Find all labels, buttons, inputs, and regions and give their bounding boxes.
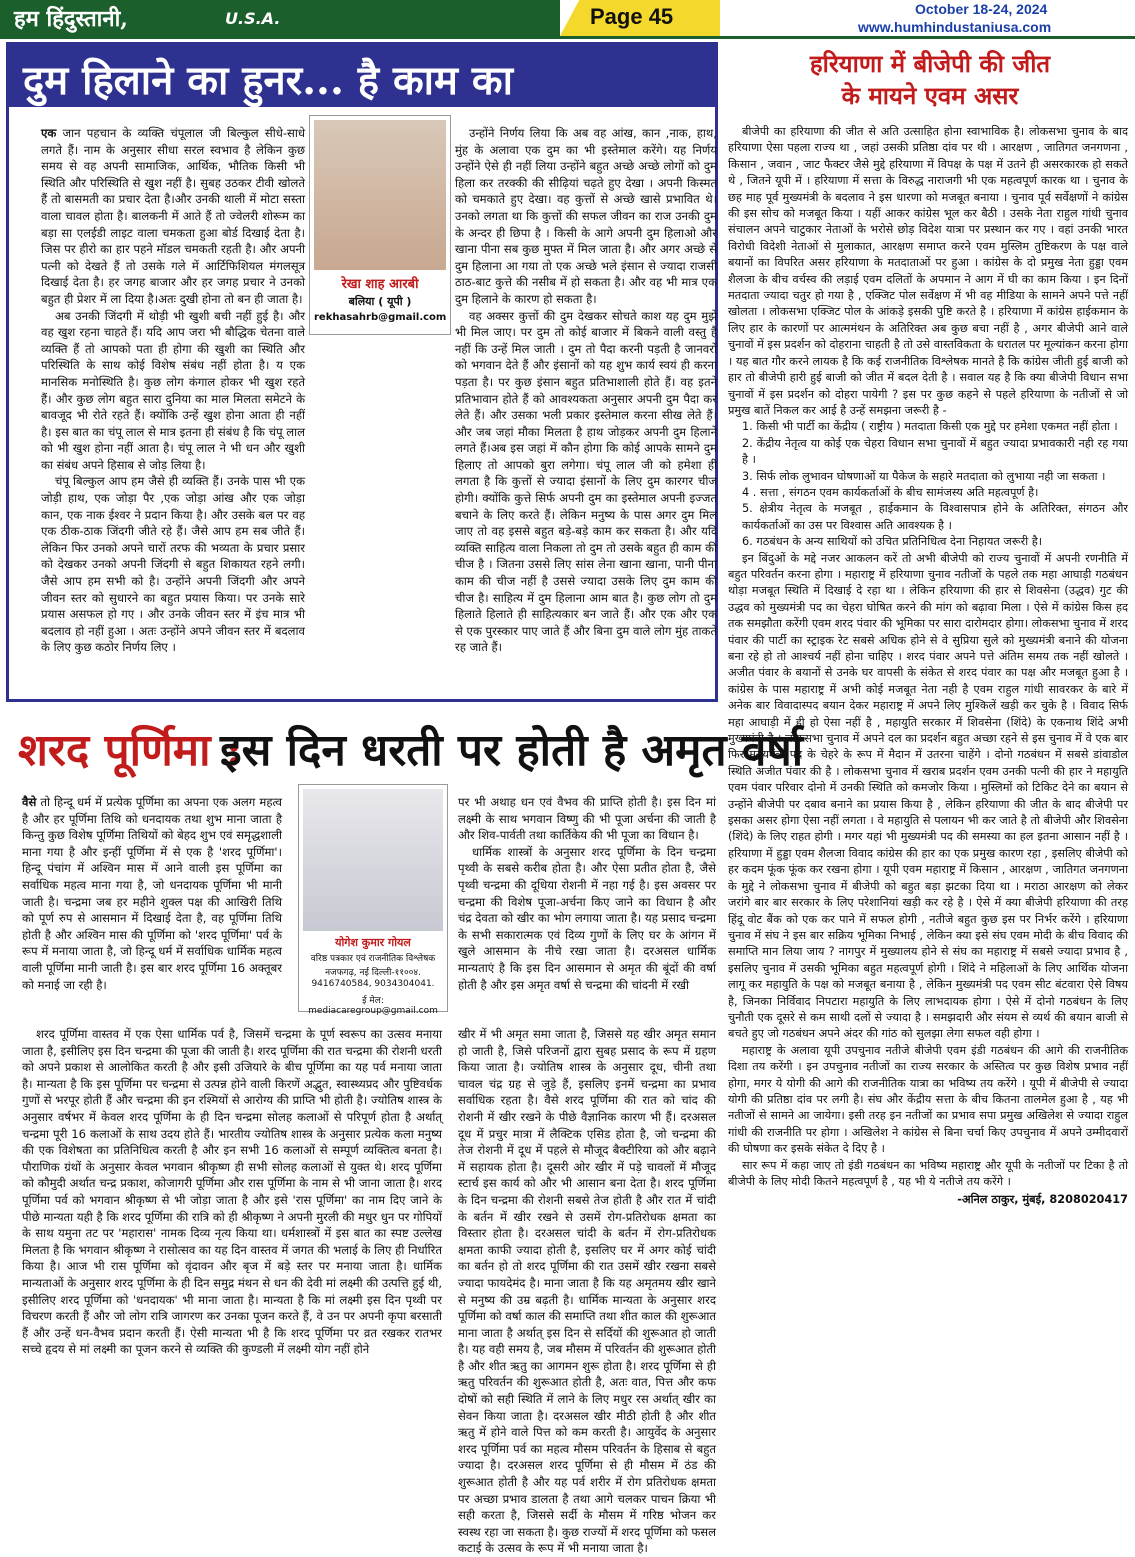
article-column-3	[22, 1026, 442, 1532]
author-photo	[303, 789, 443, 931]
drop-lead: वैसे	[22, 795, 37, 809]
list-item: 3. सिर्फ लोक लुभावन घोषणाओं या पैकेज के सहारे मतदाता को लुभाया नही जा सकता ।	[742, 469, 1106, 483]
drop-lead: एक	[41, 126, 57, 140]
author-photo-box	[298, 784, 448, 1016]
list-item: 6. गठबंधन के अन्य साथियों को उचित प्रतिनिधित्व देना निहायत जरूरी है।	[742, 535, 1043, 549]
author-email: rekhasahrb@gmail.com	[314, 312, 447, 323]
author-photo-box	[309, 115, 451, 335]
article-sharad-purnima	[0, 704, 804, 1556]
article-headline-bar	[9, 45, 715, 107]
article-byline: -अनिल ठाकुर, मुंबई, 8208020417	[957, 1193, 1128, 1207]
article-headline	[0, 704, 804, 786]
headline-line-1: हरियाणा में बीजेपी की जीत	[809, 49, 1051, 78]
newspaper-edition: U.S.A.	[225, 9, 281, 28]
article-body	[728, 124, 1128, 1524]
author-name: रेखा शाह आरबी	[341, 277, 419, 292]
article-tail-wagging	[6, 42, 718, 702]
paragraph: उन्होंने निर्णय लिया कि अब वह आंख, कान ,नाक, हाथ, मुंह के अलावा एक दुम का भी इस्तेमाल करेंगे। यह निर्णय उन्होंने ऐसे ही नहीं लिया उन्होंने बहुत अच्छे अच्छे लोगों को दुम हिला कर तरक्की की सीढ़ियां चढ़ते हुए देखा । अपनी किस्मत को चमकाते हुए देखा। वह कुत्तों से अच्छे खासे प्रभावित थे। उनको लगता था कि कुत्तों की सफल जीवन का राज उनकी दुम के अन्दर ही छिपा है । किसी के आगे अपनी दुम हिलाओ और खाना पीना सब कुछ मुफ्त में मिल जाता है। और अगर अच्छे से दुम हिलाना आ गया तो एक अच्छे भले इंसान से ज्यादा राजसी ठाठ-बाट कुत्ते की नसीब में हो सकता है। और वह भी मात्र एक दुम हिलाने के कारण हो सकता है।	[455, 126, 717, 306]
paragraph: महाराष्ट्र के अलावा यूपी उपचुनाव नतीजे बीजेपी एवम इंडी गठबंधन की आगे की राजनीतिक दिशा तय करेंगी । इन उपचुनाव नतीजों का राज्य सरकार के अस्तित्व पर कुछ विशेष प्रभाव नहीं होगा, मगर ये योगी की आगे की राजनीतिक यात्रा का भविष्य तय करेंगे । यूपी में बीजेपी से ज्यादा योगी की प्रतिष्ठा दांव पर लगी है। संघ और केंद्रीय सत्ता के बीच कितना तालमेल हुआ है , यह भी नतीजों से सामने आ जायेगा। इसी तरह इन नतीजों का प्रभाव सपा प्रमुख अखिलेश से ज्यादा राहुल गांधी की राजनीति पर होगा । अखिलेश ने कांग्रेस से बिना चर्चा किए उपचुनाव में अपने उम्मीदवारों की घोषणा कर इसके संकेत दे दिए है ।	[728, 1043, 1128, 1156]
paragraph: बीजेपी का हरियाणा की जीत से अति उत्साहित होना स्वाभाविक है। लोकसभा चुनाव के बाद हरियाणा ऐसा पहला राज्य था , जहां उसकी प्रतिष्ठा दांव पर थी । आरक्षण , जातिगत जनगणना , किसान , जवान , जाट फैक्टर जैसे मुद्दे हरियाणा में विपक्ष के पक्ष में उतने ही असरकारक हो सकते थे , जितने यूपी में । हरियाणा में सत्ता के विरुद्ध नाराजगी भी एक महत्वपूर्ण कारक था । चुनाव के छह माह पूर्व मुख्यमंत्री के बदलाव ने इस धारणा को मजबूत बनाया । चुनाव पूर्व सर्वेक्षणों ने कांग्रेस की इस सोच को मजबूत किया । यहीं आकर कांग्रेस भूल कर बैठी । उसके नेता राहुल गांधी चुनाव संचालन अपने चाटुकार नेताओं के भरोसे छोड़ विदेश यात्रा पर प्रस्थान कर गए । वहां उनकी भारत विरोधी विदेशी नेताओं से मुलाकात, आरक्षण समाप्त करने एवम मुस्लिम तुष्टिकरण के पक्ष वाले बयानों का विपरित असर हरियाणा के मतदाताओं पर हुआ । कांग्रेस के दो प्रमुख नेता हुड्डा एवम शैलजा के बीच वर्चस्व की लड़ाई एवम दलितों के अपमान ने आग में घी का काम किया । इन दिनों मतदाता ज्यादा चतुर हो गया है , एक्जिट पोल सर्वेक्षण में भी वह मीडिया के सामने अपने पत्ते नहीं खोलता । लोकसभा एक्जिट पोल के आंकड़े इसकी पुष्टि करते है । हरियाणा में कांग्रेस हाईकमान के लिए हार के कारणों पर आत्ममंथन के अतिरिक्त अब कुछ बचा नहीं है , अगर बीजेपी आने वाले चुनावों में इस प्रदर्शन को दोहराना चाहती है तो उसे वास्तविकता के धरातल पर मूल्यांकन करना होगा । यह बात गौर करने लायक है कि कई राजनीतिक विश्लेषक मानते है कि कांग्रेस जीती हुई बाजी को हार तो बीजेपी हारी हुई बाजी को जीत में बदल देती है । सवाल यह है कि क्या बीजेपी विधान सभा चुनावों में इस प्रदर्शन को दोहरा पायेगी ? इस पर कुछ कहने से पहले हरियाणा के नतीजों से जो प्रमुख बातें निकल कर आई है उन्हें समझना जरूरी है -	[728, 125, 1128, 417]
author-photo	[314, 120, 446, 270]
headline-line-2: के मायने एवम असर	[841, 81, 1019, 110]
list-item: 4 . सत्ता , संगठन एवम कार्यकर्ताओं के बीच सामंजस्य अति महत्वपूर्ण है।	[742, 485, 1039, 499]
headline-accent: शरद पूर्णिमा :	[18, 725, 243, 776]
author-address: नजफगढ़, नई दिल्ली-११००४.	[325, 968, 421, 978]
article-headline	[730, 48, 1130, 126]
paragraph-text: तो हिन्दू धर्म में प्रत्येक पूर्णिमा का अपना एक अलग महत्व है और हर पूर्णिमा तिथि को धनदायक तथा शुभ माना जाता है किन्तु कुछ विशेष पूर्णिमा तिथियों को बेहद शुभ एवं समृद्धशाली माना गया है और इन्हीं पूर्णिमा में से एक है 'शरद पूर्णिमा'। हिन्दू पंचांग में अश्विन मास में आने वाली इस पूर्णिमा का सर्वाधिक महत्व माना गया है, जो धनदायक पूर्णिमा भी मानी जाती है। चन्द्रमा जब हर महीने शुक्ल पक्ष की आखिरी तिथि को पूर्ण रुप से आसमान में दिखाई देता है, वह पूर्णिमा तिथि होती है और अश्विन मास की पूर्णिमा को 'शरद पूर्णिमा' पर्व के रूप में मनाया जाता है, जो हिन्दू धर्म में सर्वाधिक धार्मिक महत्व वाली पूर्णिमा मानी जाती है। इस बार शरद पूर्णिमा 16 अक्तूबर को मनाई जा रही है।	[22, 795, 282, 992]
list-item: 1. किसी भी पार्टी का केंद्रीय ( राष्ट्रीय ) मतदाता किसी एक मुद्दे पर हमेशा एकमत नहीं होता ।	[742, 420, 1118, 434]
article-column-2	[455, 125, 717, 700]
author-city: बलिया ( यूपी )	[348, 295, 412, 308]
list-item: 2. केंद्रीय नेतृत्व या कोई एक चेहरा विधान सभा चुनावों में बहुत ज्यादा प्रभावकारी नही रह गया है ।	[742, 436, 1128, 467]
paragraph: शरद पूर्णिमा वास्तव में एक ऐसा धार्मिक पर्व है, जिसमें चन्द्रमा के पूर्ण स्वरूप का उत्सव मनाया जाता है, इसीलिए इस दिन चन्द्रमा की पूजा की जाती है। शरद पूर्णिमा की रात चन्द्रमा की रोशनी धरती को अपने प्रकाश से आलोकित करती है और इसी उजियारे के बीच पूर्णिमा का यह पर्व मनाया जाता है। मान्यता है कि इस पूर्णिमा पर चन्द्रमा से उत्पन्न होने वाली किरणें अद्भुत, स्वास्थ्यप्रद और पुष्टिवर्धक गुणों से भरपूर होती हैं और चन्द्रमा की इन रश्मियों से आरोग्य की प्राप्ति भी होती है। ज्योतिष शास्त्र के अनुसार वर्षभर में केवल शरद पूर्णिमा के ही दिन चन्द्रमा सोलह कलाओं से परिपूर्ण होता है अर्थात् चन्द्रमा पूरी 16 कलाओं के साथ उदय होते हैं। भारतीय ज्योतिष शास्त्र के अनुसार प्रत्येक कला मनुष्य की एक विशेषता का प्रतिनिधित्व करती है और इन सभी 16 कलाओं से सम्पूर्ण व्यक्तित्व बनता है। पौराणिक ग्रंथों के अनुसार केवल भगवान श्रीकृष्ण ही सभी सोलह कलाओं से युक्त थे। शरद पूर्णिमा को कौमुदी अर्थात चन्द्र प्रकाश, कोजागरी पूर्णिमा और रास पूर्णिमा के नाम से भी जाना जाता है। शरद पूर्णिमा पर्व को भगवान श्रीकृष्ण से भी जोड़ा जाता है और इसे 'रास पूर्णिमा' का नाम दिए जाने के पीछे मान्यता यही है कि शरद पूर्णिमा की रात्रि को ही श्रीकृष्ण ने अपनी मुरली की मधुर धुन पर गोपियों के साथ यमुना तट पर 'महारास' नामक दिव्य नृत्य किया था। धर्मशास्त्रों में इस बात का स्पष्ट उल्लेख मिलता है कि भगवान श्रीकृष्ण ने रासोत्सव का यह दिन वास्तव में जगत की भलाई के लिए ही निर्धारित किया है। आज भी रास पूर्णिमा को वृंदावन और बृज में बड़े स्तर पर मनाया जाता है। धार्मिक मान्यताओं के अनुसार शरद पूर्णिमा के ही दिन समुद्र मंथन से धन की देवी मां लक्ष्मी की उत्पत्ति हुई थी, इसीलिए शरद पूर्णिमा को 'धनदायक' भी माना जाता है। मान्यता है कि मां लक्ष्मी इस दिन पृथ्वी पर विचरण करती हैं और जो लोग रात्रि जागरण कर उनका पूजन करते हैं, वे उन पर अपनी कृपा बरसाती हैं और उन्हें धन-वैभव प्रदान करती हैं। ऐसी मान्यता भी है कि शरद पूर्णिमा पर व्रत रखकर रातभर सच्चे हृदय से मां लक्ष्मी का पूजन करने से व्यक्ति की कुण्डली में लक्ष्मी योग नहीं होने	[22, 1027, 442, 1357]
paragraph-text: जान पहचान के व्यक्ति चंपूलाल जी बिल्कुल सीधे-साधे लगते हैं। नाम के अनुसार सीधा सरल स्वभाव है लेकिन कुछ समय से वह अपनी सामाजिक, आर्थिक, भौतिक किसी भी स्थिति और परिस्थिति से खुश नहीं है। सुबह उठकर टीवी खोलते हैं तो बासमती का प्रचार देता है।और उनकी थाली में मोटा सस्ता वाला चावल होता है। बालकनी में आते हैं तो ज्वेलरी शोरूम का बड़ा सा एलईडी लाइट वाला चमकता हुआ बोर्ड दिखाई देता है। जिस पर हीरो का हार पहने मॉडल चमकती रहती है। और अपनी पत्नी को देखते हैं तो उसके गले में आर्टिफिशियल मंगलसूत्र दिखाई देता है। हर जगह बाजार और हर जगह प्रचार ने उनको बहुत ही प्रेशर में ला दिया है।अतः दुखी होना तो बन ही जाता है।	[41, 126, 305, 306]
page-number: Page 45	[590, 4, 674, 29]
paragraph: खीर में भी अमृत समा जाता है, जिससे यह खीर अमृत समान हो जाती है, जिसे परिजनों द्वारा सुबह प्रसाद के रूप में ग्रहण किया जाता है। ज्योतिष शास्त्र के अनुसार दूध, चीनी तथा चावल चंद्र ग्रह से जुड़े हैं, इसलिए इनमें चन्द्रमा का प्रभाव सर्वाधिक रहता है। वैसे शरद पूर्णिमा की रात को चांद की रोशनी में खीर रखने के पीछे वैज्ञानिक कारण भी हैं। दरअसल दूध में प्रचुर मात्रा में लैक्टिक एसिड होता है, जो चन्द्रमा की तेज रोशनी में दूध में पहले से मौजूद बैक्टीरिया को और बढ़ाने में सहायक होता है। दूसरी ओर खीर में पड़े चावलों में मौजूद स्टार्च इस कार्य को और भी आसान बना देता है। शरद पूर्णिमा के दिन चन्द्रमा की रोशनी सबसे तेज होती है और रात में चांदी के बर्तन में खीर रखने से उसमें रोग-प्रतिरोधक क्षमता का विस्तार होता है। दरअसल चांदी के बर्तन में रोग-प्रतिरोधक क्षमता काफी ज्यादा होती है, इसलिए घर में अगर कोई चांदी का बर्तन हो तो शरद पूर्णिमा की रात उसमें खीर रखना सबसे ज्यादा फायदेमंद है। माना जाता है कि यह अमृतमय खीर खाने से मनुष्य की उम्र बढ़ती है। धार्मिक मान्यता के अनुसार शरद पूर्णिमा को वर्षा काल की समाप्ति तथा शीत काल की शुरूआत माना जाता है अर्थात् इस दिन से सर्दियों की शुरूआत हो जाती है। यह वही समय है, जब मौसम में परिवर्तन की शुरूआत होती है और शीत ऋतु का आगमन शुरू होता है। शरद पूर्णिमा से ही ऋतु परिवर्तन की शुरूआत होती है, अतः वात, पित्त और कफ दोषों को सही स्थिति में लाने के लिए मधुर रस अर्थात् खीर का सेवन किया जाता है। दरअसल खीर मीठी होती है और शीत ऋतु में होने वाले पित्त को कम करती है। आयुर्वेद के अनुसार शरद पूर्णिमा पर्व का महत्व मौसम परिवर्तन के हिसाब से बहुत ज्यादा है। दरअसल शरद पूर्णिमा से ही मौसम में ठंड की शुरूआत होती है और यह पर्व शरीर में रोग प्रतिरोधक क्षमता पर अच्छा प्रभाव डालता है तथा आगे चलकर पाचन क्रिया भी सही करता है, जिससे सर्दी के मौसम में गरिष्ठ भोजन कर स्वस्थ रहा जा सकता है। कुछ राज्यों में शरद पूर्णिमा को फसल कटाई के उत्सव के रूप में भी मनाया जाता है।	[458, 1027, 716, 1556]
article-haryana-bjp	[722, 42, 1135, 1534]
paragraph: चंपू बिल्कुल आप हम जैसे ही व्यक्ति हैं। उनके पास भी एक जोड़ी हाथ, एक जोड़ा पैर ,एक जोड़ा आंख और एक जोड़ा कान, एक नाक ईश्वर ने प्रदान किया है। और उसके बल पर वह एक ठीक-ठाक जिंदगी जीते रहे हैं। जैसे आप हम सब जीते हैं। लेकिन फिर उनको अपने चारों तरफ की भव्यता के प्रचार प्रसार को देखकर उनको अपनी जिंदगी से बहुत शिकायत रहने लगी। जैसे आप हम सभी को है। उन्होंने अपनी जिंदगी और अपने जीवन स्तर को सुधारने का बहुत प्रयास किया। पर उनके सारे प्रयास असफल हो गए । और उनके जीवन स्तर में इंच मात्र भी बदलाव हो नहीं हुआ । अतः उन्होंने अपने जीवन स्तर में बदलाव के लिए कुछ कठोर निर्णय लिए ।	[41, 474, 305, 655]
header-divider	[0, 36, 1135, 39]
paragraph	[41, 125, 305, 308]
paragraph: वह अक्सर कुत्तों की दुम देखकर सोचते काश यह दुम मुझे भी मिल जाए। पर दुम तो कोई बाजार में बिकने वाली वस्तु है नहीं कि उन्हें मिल जाती । दुम तो पैदा करनी पड़ती है जानवरों को भगवान देते हैं और इंसानों को यह शुभ कार्य स्वयं ही करना पड़ता है। पर कुछ इंसान बहुत प्रतिभाशाली होते हैं। वह इतने प्रतिभावान होते हैं को आवश्यकता अनुसार अपनी दुम पैदा कर लेते हैं। और उसका भली प्रकार इस्तेमाल करना सीख लेते हैं। और जब जहां मौका मिलता है हाथ जोड़कर अपनी दुम हिलाने लगते हैं।अब इस जहां में कौन होगा कि कोई आपके सामने दुम हिलाए तो आपको बुरा लगेगा। चंपू लाल जी को हमेशा ही लगता है कि कुत्तों से ज्यादा इंसानों के लिए दुम कारगर चीज होगी। क्योंकि कुत्ते सिर्फ अपनी दुम का इस्तेमाल अपनी इज्जत बचाने के लिए करते हैं। लेकिन मनुष्य के पास अगर दुम मिल जाए तो वह इससे बहुत बड़े-बड़े काम कर सकता है। और यदि व्यक्ति साहित्य वाला निकला तो दुम तो उसके बहुत ही काम की चीज है । जितना उससे लिए सांस लेना खाना खाना, पानी पीना काम की चीज नहीं है उससे ज्यादा उसके लिए दुम काम की चीज है। साहित्य में दुम हिलाना आम बात है। कुछ लोग तो दुम हिलाते हिलाते ही साहित्यकार बन जाते हैं। और एक और एक से एक पुरस्कार पाए जाते हैं और बिना दुम वाले लोग मुंह ताकते रह जाते हैं।	[455, 308, 717, 655]
list-item: 5. क्षेत्रीय नेतृत्व के मजबूत , हाईकमान के विश्वासपात्र होने के अतिरिक्त, संगठन और कार्यकर्ताओं का उस पर विश्वास अति आवश्यक है ।	[742, 502, 1128, 532]
author-phone: 9416740584, 9034304041.	[311, 979, 435, 989]
paragraph: अब उनकी जिंदगी में थोड़ी भी खुशी बची नहीं हुई है। और वह खुश रहना चाहते हैं। यदि आप जरा भी बौद्धिक चेतना वाले व्यक्ति हैं तो आपको पता ही होगा की खुशी का स्थिति और परिस्थिति के साथ कोई विशेष संबंध नहीं होता है। य एक मानसिक मनोस्थिति है। कुछ लोग कंगाल होकर भी खुश रहते हैं। और कुछ लोग बहुत सारा दुनिया का माल मिलता समेटने के बावजूद भी रोते रहते हैं। क्योंकि उन्हें खुश होना आता ही नहीं है। इस बात का चंपू लाल से मात्र इतना ही संबंध है कि चंपू लाल को भी खुश होना नहीं आता है। चंपू लाल ने भी धन और खुशी का संबंध अपने हिसाब से जोड़ लिया है।	[41, 308, 305, 472]
headline-main: इस दिन धरती पर होती है अमृत वर्षा	[220, 725, 804, 776]
masthead	[0, 0, 1135, 40]
article-headline: दुम हिलाने का हुनर... है काम का	[23, 57, 513, 104]
author-name: योगेश कुमार गोयल	[335, 936, 411, 949]
paragraph: इन बिंदुओं के मद्दे नजर आकलन करें तो अभी बीजेपी को राज्य चुनावों में अपनी रणनीति में बहुत परिवर्तन करना होगा । महाराष्ट्र में हरियाणा चुनाव नतीजों के पहले तक महा आघाड़ी गठबंधन थोड़ा मजबूत स्थिति में दिखाई दे रहा था । लेकिन हरियाणा की हार से शिवसेना (उद्धव) गुट की उद्धव को मुख्यमंत्री पद का चेहरा घोषित करने की मांग को बढ़ावा मिला । ऐसे में कांग्रेस किस हद तक समझौता करेंगी एवम शरद पंवार की भूमिका पर सारा दारोमदार होगा। लोकसभा चुनाव में शरद पंवार की पार्टी का स्ट्राइक रेट सबसे अधिक होने से वे सुप्रिया सुले को मुख्यमंत्री बनाने की योजना बना रहे हो तो आश्चर्य नहीं होना चाहिए । शरद पंवार अपने पत्ते अंतिम समय तक नहीं खोलते । अजीत पंवार के बयानों से उनके घर वापसी के संकेत से शरद पंवार का पक्ष और मजबूत हुआ है । कांग्रेस के पास महाराष्ट्र में अभी कोई मजबूत नेता नही है एवम राहुल गांधी सावरकर के बारे में अनेक बार विवादास्पद बयान देकर महाराष्ट्र में अपने लिए मुश्किलें खड़ी कर चुके है । विवाद सिर्फ महा आघाड़ी में ही हो ऐसा नहीं है , महायुति सरकार में शिवसेना (शिंदे) के एकनाथ शिंदे अभी मुख्यमंत्री है । लोकसभा चुनाव में अपने दल का प्रदर्शन बहुत अच्छा रहने से इस चुनाव में वे एक बार फिर मुख्यमंत्री पद के चेहरे के रूप में मैदान में उतरना चाहेंगे । दोनो गठबंधन में सबसे डांवाडोल स्थिति अजीत पंवार की है । लोकसभा चुनाव में खराब प्रदर्शन एवम उनकी पत्नी की हार ने महायुति एवम पंवार परिवार दोनो में उनकी स्थिति को कमजोर किया । मुस्लिमों को टिकिट देने का बयान से उन्होंने बीजेपी पर दबाव बनाने का प्रयास किया है , लेकिन हरियाणा की जीत के बाद बीजेपी पर इसका असर होगा ऐसा नहीं लगता । वे महायुति से पलायन भी कर जाते है तो बीजेपी और शिवसेना (शिंदे) के लिए राहत होगी । मगर यहां भी मुख्यमंत्री पद की समस्या का हल इतना आसान नहीं है । हरियाणा में हुड्डा एवम शैलजा विवाद कांग्रेस की हार का एक प्रमुख कारण रहा , इसलिए बीजेपी को हर कदम फूंक फूंक कर रखना होगा । यूपी एवम महाराष्ट्र में किसान , आरक्षण , जातिगत जनगणना के मुद्दे ने लोकसभा चुनाव में बीजेपी को बहुत बड़ा झटका दिया था । मराठा आरक्षण को लेकर जरांगे बार बार सरकार के लिए परेशानियां खड़ी कर रहे है । ऐसे में क्या बीजेपी हरियाणा की तरह हिंदू वोट बैंक को एक कर पाने में सफल होगी , नतीजे बहुत कुछ इस पर निर्भर करेंगे । हरियाणा चुनाव में संघ ने इस बार सक्रिय भूमिका निभाई , लेकिन क्या इसे संघ एवम मोदी के बीच विवाद की समाप्ति मान लिया जाय ? नागपुर में मुख्यालय होने से संघ का महाराष्ट्र में सबसे ज्यादा प्रभाव है , इसलिए चुनाव में उसकी भूमिका बहुत महत्वपूर्ण होगी । शिंदे ने महिलाओं के लिए आर्थिक योजना लागू कर महायुति के पक्ष को मजबूत बनाया है , लेकिन मुख्यमंत्री पद एवम सीट बंटवारा ऐसे विषय है, जिनका निर्विवाद निपटारा महायुति के लिए लाभदायक होगा । ऐसे में दोनो गठबंधन के लिए चुनौती एक दूसरे से कम साथी दलों से ज्यादा है । समझदारी और संयम से व्यर्थ की बयान बाजी से बचते हुए जो गठबंधन अपने अंदर की गांठ को सुलझा लेगा सफल वही होगा ।	[728, 551, 1128, 1041]
author-role: वरिष्ठ पत्रकार एवं राजनीतिक विश्लेषक	[310, 954, 436, 964]
article-column-1	[22, 794, 282, 1024]
paragraph: धार्मिक शास्त्रों के अनुसार शरद पूर्णिमा के दिन चन्द्रमा पृथ्वी के सबसे करीब होता है। और ऐसा प्रतीत होता है, जैसे पृथ्वी चन्द्रमा की दूधिया रोशनी में नहा गई है। इस अवसर पर चन्द्रमा की विशेष पूजा-अर्चना किए जाने का विधान है और चंद्र देवता को खीर का भोग लगाया जाता है। यह प्रसाद चन्द्रमा के सभी सकारात्मक एवं दिव्य गुणों के लिए घर के आंगन में खुले आसमान के नीचे रखा जाता है। दरअसल धार्मिक मान्यताएं है कि इस दिन आसमान से अमृत की बूंदों की वर्षा होती है और इस अमृत वर्षा से चन्द्रमा की चांदनी में रखी	[458, 844, 716, 992]
paragraph: पर भी अथाह धन एवं वैभव की प्राप्ति होती है। इस दिन मां लक्ष्मी के साथ भगवान विष्णु की भी पूजा अर्चना की जाती है और शिव-पार्वती तथा कार्तिकेय की भी पूजा का विधान है।	[458, 795, 716, 843]
website-url[interactable]: www.humhindustaniusa.com	[858, 19, 1052, 35]
article-column-4	[458, 1026, 716, 1556]
author-email: ई मेल: mediacaregroup@gmail.com	[308, 996, 438, 1016]
article-column-1	[41, 125, 305, 700]
article-column-2	[458, 794, 716, 1024]
issue-date: October 18-24, 2024	[915, 1, 1048, 17]
paragraph	[22, 794, 282, 993]
paragraph: सार रूप में कहा जाए तो इंडी गठबंधन का भविष्य महाराष्ट्र और यूपी के नतीजों पर टिका है तो बीजेपी के लिए मोदी कितने महत्वपूर्ण है , यह भी ये नतीजे तय करेंगे ।	[728, 1158, 1128, 1188]
newspaper-title: हम हिंदुस्तानी,	[14, 6, 128, 32]
